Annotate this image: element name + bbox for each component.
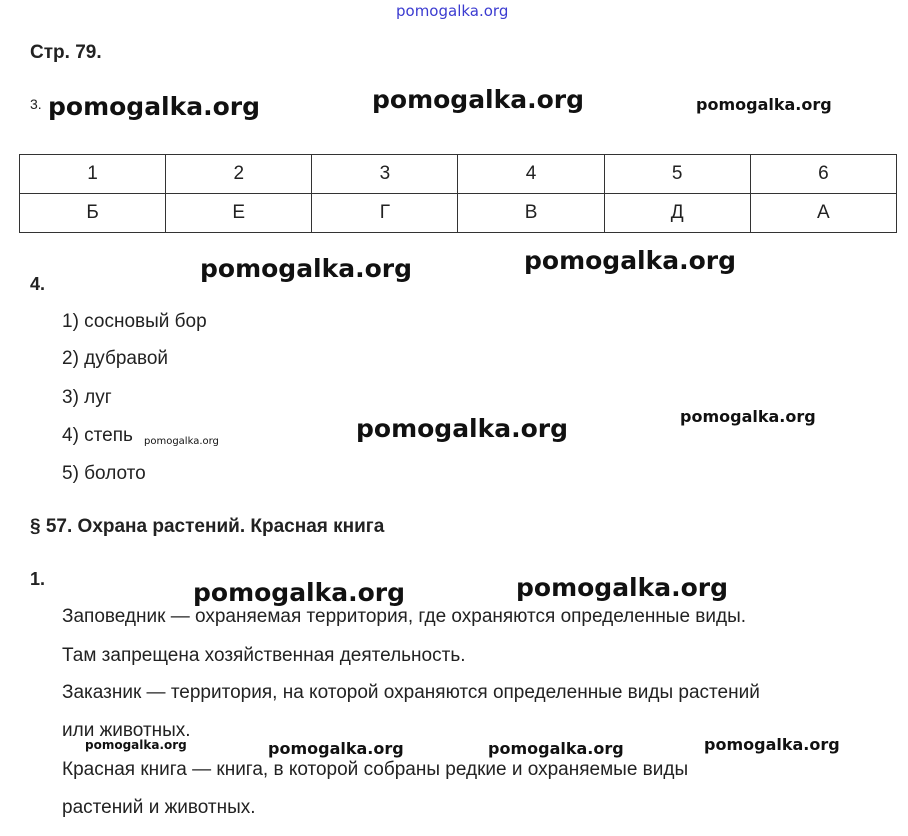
paragraph-line: Заповедник — охраняемая территория, где охраняются определенные виды. bbox=[62, 606, 747, 627]
watermark-top: pomogalka.org bbox=[396, 2, 509, 20]
watermark: pomogalka.org bbox=[516, 573, 729, 602]
table-cell: 5 bbox=[604, 155, 750, 194]
watermark: pomogalka.org bbox=[200, 254, 413, 283]
list-item: 4) степь bbox=[62, 425, 133, 446]
watermark: pomogalka.org bbox=[85, 738, 187, 752]
paragraph-line: Красная книга — книга, в которой собраны редкие и охраняемые виды bbox=[62, 759, 689, 780]
list-item: 1) сосновый бор bbox=[62, 311, 207, 332]
watermark: pomogalka.org bbox=[193, 578, 406, 607]
table-cell: 3 bbox=[312, 155, 458, 194]
watermark: pomogalka.org bbox=[696, 95, 832, 114]
table-row bbox=[20, 194, 897, 233]
table-cell: 4 bbox=[458, 155, 604, 194]
task1-number: 1. bbox=[30, 569, 46, 589]
paragraph-line: или животных. bbox=[62, 720, 191, 741]
table-cell: 2 bbox=[166, 155, 312, 194]
table-cell: Д bbox=[604, 194, 750, 233]
watermark: pomogalka.org bbox=[488, 739, 624, 758]
list-item: 2) дубравой bbox=[62, 348, 169, 369]
table-cell: В bbox=[458, 194, 604, 233]
paragraph-line: растений и животных. bbox=[62, 797, 256, 818]
watermark: pomogalka.org bbox=[680, 407, 816, 426]
table-cell: 1 bbox=[20, 155, 166, 194]
paragraph-line: Заказник — территория, на которой охраняются определенные виды растений bbox=[62, 682, 760, 703]
table-cell: Е bbox=[166, 194, 312, 233]
watermark: pomogalka.org bbox=[144, 436, 219, 447]
list-item: 5) болото bbox=[62, 463, 146, 484]
watermark: pomogalka.org bbox=[268, 739, 404, 758]
watermark: pomogalka.org bbox=[48, 92, 261, 121]
watermark: pomogalka.org bbox=[524, 246, 737, 275]
section-title: § 57. Охрана растений. Красная книга bbox=[30, 516, 385, 537]
task4-number: 4. bbox=[30, 274, 46, 294]
watermark: pomogalka.org bbox=[372, 85, 585, 114]
paragraph-line: Там запрещена хозяйственная деятельность. bbox=[62, 645, 466, 666]
table-cell: А bbox=[750, 194, 896, 233]
page-label: Стр. 79. bbox=[30, 42, 102, 63]
answer-table bbox=[19, 154, 897, 233]
task3-number: 3. bbox=[30, 96, 42, 112]
watermark: pomogalka.org bbox=[704, 735, 840, 754]
watermark: pomogalka.org bbox=[356, 414, 569, 443]
table-row bbox=[20, 155, 897, 194]
table-cell: Б bbox=[20, 194, 166, 233]
table-cell: 6 bbox=[750, 155, 896, 194]
table-cell: Г bbox=[312, 194, 458, 233]
list-item: 3) луг bbox=[62, 387, 112, 408]
